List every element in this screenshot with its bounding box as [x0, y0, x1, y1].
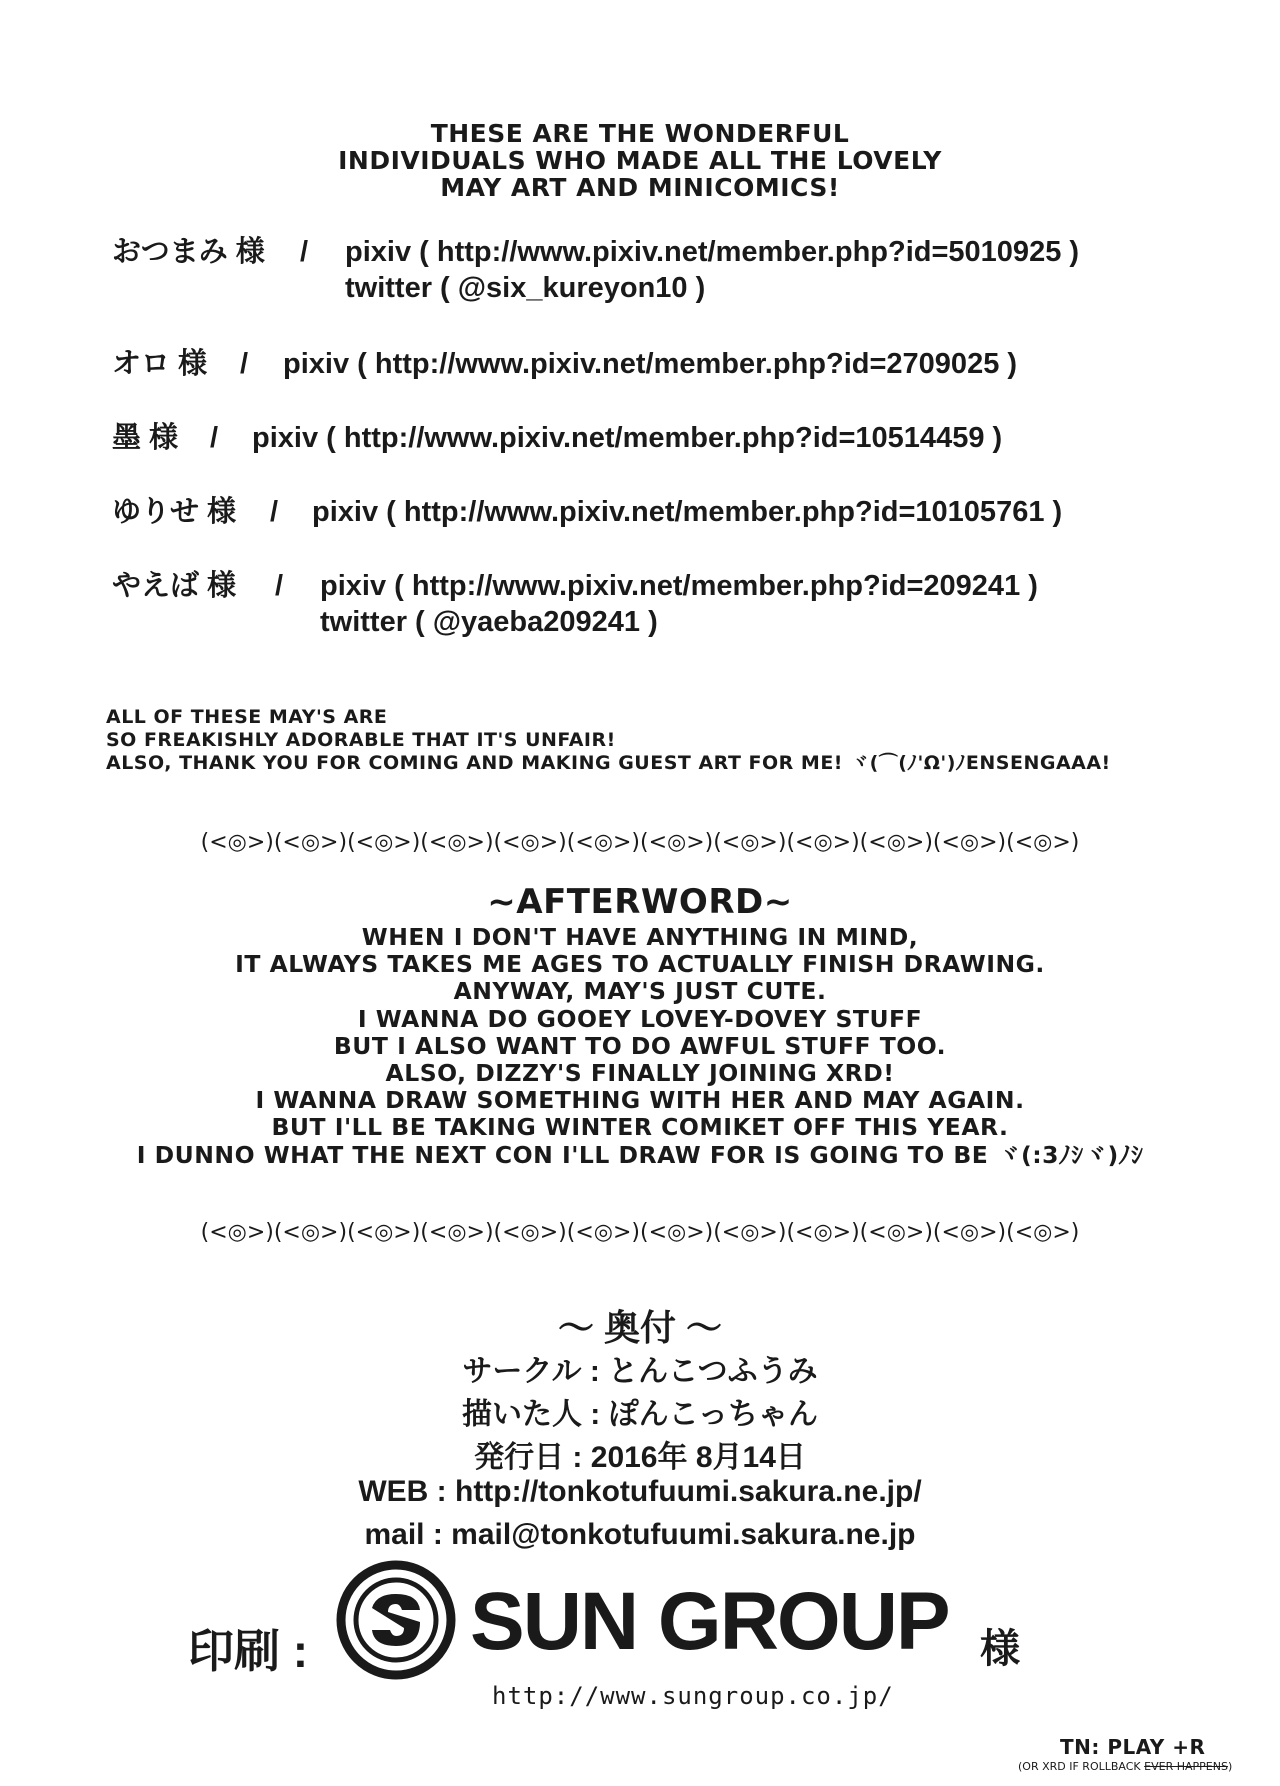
artist-name: やえば 様	[112, 570, 237, 602]
credit-entry-yurise	[0, 494, 1280, 530]
face-divider-top: (<◎>)(<◎>)(<◎>)(<◎>)(<◎>)(<◎>)(<◎>)(<◎>)(<◎>)(<◎>)(<◎>)(<◎>)	[200, 830, 1080, 855]
pixiv-link[interactable]: pixiv ( http://www.pixiv.net/member.php?id=10105761 )	[312, 496, 1063, 528]
thanks-line: THESE ARE THE WONDERFUL	[430, 119, 850, 148]
afterword-title: ~AFTERWORD~	[487, 882, 793, 922]
artist-name: おつまみ 様	[112, 236, 265, 268]
tn-sub-part: )	[1227, 1760, 1233, 1773]
afterword-line: I WANNA DO GOOEY LOVEY-DOVEY STUFF	[357, 1004, 923, 1033]
printer-url[interactable]: http://www.sungroup.co.jp/	[492, 1682, 894, 1710]
credit-entry-sumi	[0, 420, 1280, 456]
credit-entry-otsumami	[0, 234, 1280, 306]
note-line: ALL OF THESE MAY'S ARE	[106, 706, 388, 728]
thanks-note	[106, 706, 1111, 775]
printer-honorific: 様	[980, 1627, 1020, 1671]
face-divider-bottom: (<◎>)(<◎>)(<◎>)(<◎>)(<◎>)(<◎>)(<◎>)(<◎>)(<◎>)(<◎>)(<◎>)(<◎>)	[200, 1220, 1080, 1245]
credit-entry-yaeba	[0, 568, 1280, 640]
colophon-title: 〜 奥付 〜	[557, 1307, 722, 1348]
afterword-body	[0, 924, 1280, 1169]
pixiv-link[interactable]: pixiv ( http://www.pixiv.net/member.php?id=209241 )	[320, 570, 1038, 602]
sungroup-logo-text: SUN GROUP	[470, 1576, 949, 1667]
colophon-date: 発行日 : 2016年 8月14日	[474, 1441, 806, 1474]
afterword-line: WHEN I DON'T HAVE ANYTHING IN MIND,	[361, 923, 919, 951]
afterword-line: ALSO, DIZZY'S FINALLY JOINING XRD!	[385, 1058, 895, 1087]
afterword-line: I DUNNO WHAT THE NEXT CON I'LL DRAW FOR IS GOING TO BE ヾ(:3ﾉｼヾ)ﾉｼ	[136, 1140, 1144, 1169]
translator-note: TN: PLAY +R	[1060, 1735, 1206, 1759]
twitter-link[interactable]: twitter ( @yaeba209241 )	[320, 606, 658, 638]
pixiv-link[interactable]: pixiv ( http://www.pixiv.net/member.php?id=2709025 )	[283, 348, 1018, 380]
colophon-artist: 描いた人 : ぽんこっちゃん	[461, 1398, 819, 1431]
pixiv-link[interactable]: pixiv ( http://www.pixiv.net/member.php?id=10514459 )	[252, 422, 1003, 454]
afterword-line: BUT I'LL BE TAKING WINTER COMIKET OFF THIS YEAR.	[271, 1113, 1009, 1142]
artist-name: 墨 様	[112, 422, 179, 454]
note-line: SO FREAKISHLY ADORABLE THAT IT'S UNFAIR!	[106, 729, 616, 751]
artist-name: ゆりせ 様	[112, 496, 237, 528]
printer-label: 印刷 :	[188, 1625, 309, 1677]
thanks-header	[0, 120, 1280, 201]
afterword-line: I WANNA DRAW SOMETHING WITH HER AND MAY AGAIN.	[255, 1086, 1025, 1115]
sungroup-logo-icon	[336, 1560, 456, 1685]
twitter-link[interactable]: twitter ( @six_kureyon10 )	[345, 272, 706, 304]
afterword-line: ANYWAY, MAY'S JUST CUTE.	[453, 977, 827, 1006]
separator: /	[275, 570, 284, 602]
separator: /	[240, 348, 249, 380]
colophon-mail[interactable]: mail : mail@tonkotufuumi.sakura.ne.jp	[364, 1518, 916, 1551]
colophon-circle: サークル : とんこつふうみ	[462, 1355, 818, 1388]
separator: /	[210, 422, 219, 454]
separator: /	[270, 496, 279, 528]
tn-sub-part: (OR XRD IF ROLLBACK	[1018, 1760, 1145, 1773]
separator: /	[300, 236, 309, 268]
afterword-line: BUT I ALSO WANT TO DO AWFUL STUFF TOO.	[333, 1031, 947, 1060]
translator-note-sub	[1018, 1760, 1232, 1773]
thanks-line: INDIVIDUALS WHO MADE ALL THE LOVELY	[338, 146, 942, 175]
tn-sub-strike: EVER HAPPENS	[1144, 1760, 1228, 1773]
afterword-line: IT ALWAYS TAKES ME AGES TO ACTUALLY FINISH DRAWING.	[235, 950, 1045, 979]
note-line: ALSO, THANK YOU FOR COMING AND MAKING GUEST ART FOR ME! ヾ(⌒(ﾉ'Ω')ﾉENSENGAAA!	[106, 752, 1111, 774]
artist-name: オロ 様	[112, 348, 208, 380]
credit-entry-oro	[0, 346, 1280, 382]
thanks-line: MAY ART AND MINICOMICS!	[440, 173, 840, 202]
colophon-web[interactable]: WEB : http://tonkotufuumi.sakura.ne.jp/	[358, 1475, 922, 1508]
pixiv-link[interactable]: pixiv ( http://www.pixiv.net/member.php?id=5010925 )	[345, 236, 1080, 268]
